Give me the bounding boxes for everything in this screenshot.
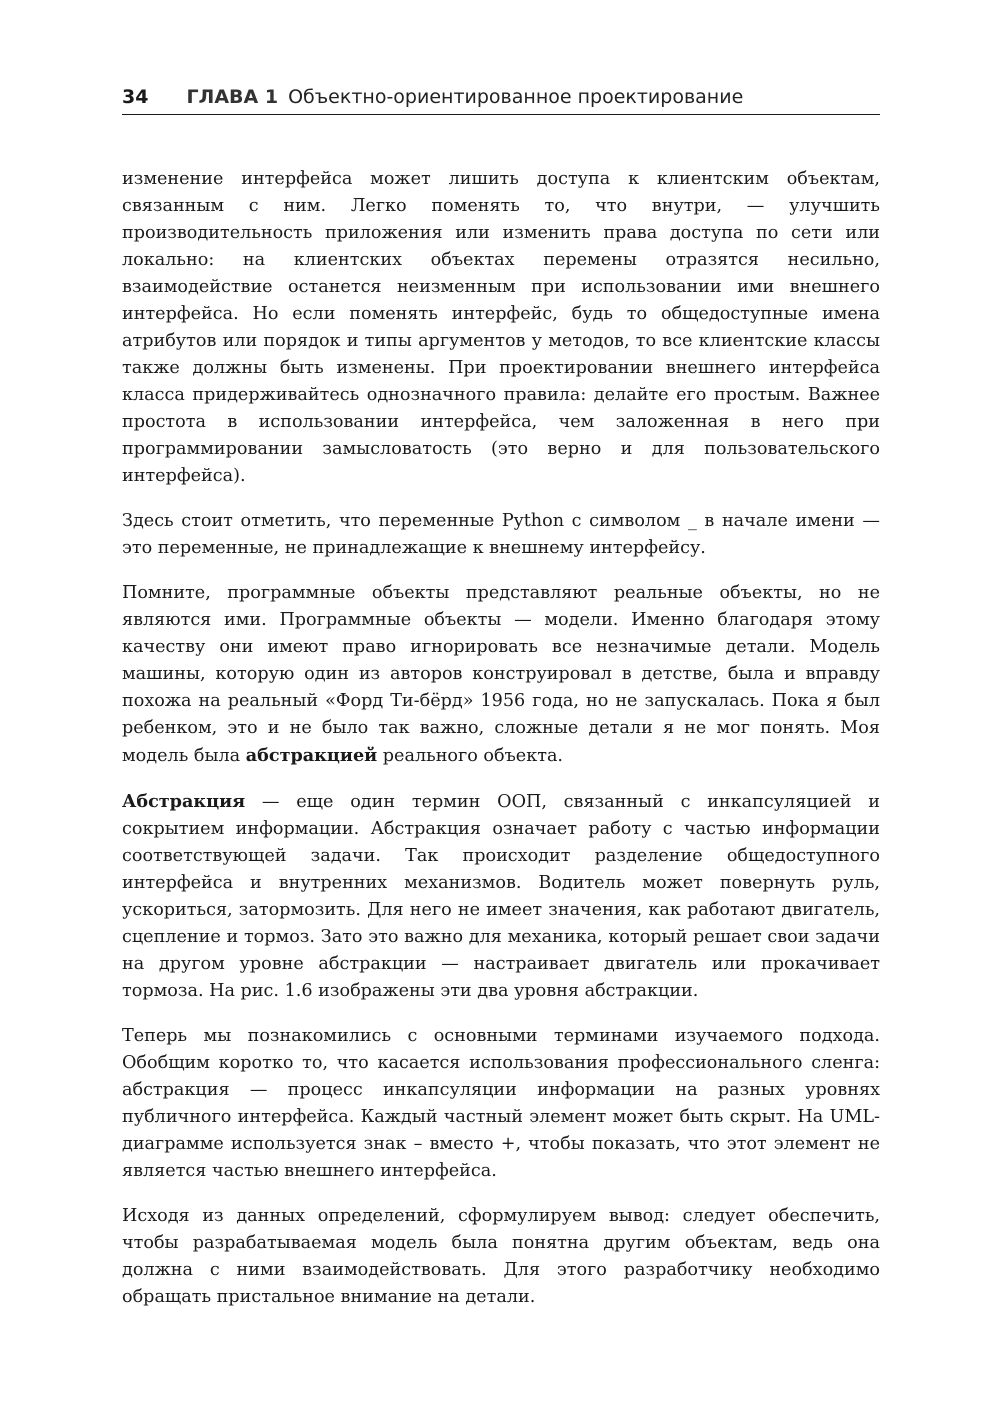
page-number: 34 (122, 86, 149, 108)
paragraph-abstraction-definition (122, 788, 880, 1005)
running-header (122, 84, 880, 115)
paragraph-models (122, 580, 880, 770)
paragraph-terms-summary: Теперь мы познакомились с основными терминами изучаемого подхода. Обобщим коротко то, что касается использования профессионального сленга: абстракция — процесс инкапсуляции информации на разных уровнях публичного интерфейса. Каждый частный элемент может быть скрыт. На UML-диаграмме используется знак – вместо +, чтобы показать, что этот элемент не является частью внешнего интерфейса. (122, 1026, 880, 1181)
paragraph-text: — еще один термин ООП, связанный с инкапсуляцией и сокрытием информации. Абстракция означает работу с частью информации соответствующей задачи. Так происходит разделение общедоступного интерфейса и внутренних механизмов. Водитель может повернуть руль, ускориться, затормозить. Для него не имеет значения, как работают двигатель, сцепление и тормоз. Зато это важно для механика, который решает свои задачи на другом уровне абстракции — настраивает двигатель или прокачивает тормоза. На рис. 1.6 изображены эти два уровня абстракции. (122, 792, 880, 1001)
paragraph-text: реального объекта. (377, 746, 564, 766)
paragraph-conclusion: Исходя из данных определений, сформулируем вывод: следует обеспечить, чтобы разрабатываемая модель была понятна другим объектам, ведь она должна с ними взаимодействовать. Для этого разработчику необходимо обращать пристальное внимание на детали. (122, 1206, 880, 1307)
paragraph-python-underscore: Здесь стоит отметить, что переменные Python с символом _ в начале имени — это переменные, не принадлежащие к внешнему интерфейсу. (122, 511, 880, 558)
term-abstraction-heading: Абстракция (122, 791, 246, 812)
paragraph-interface-change: изменение интерфейса может лишить доступа к клиентским объектам, связанным с ним. Легко поменять то, что внутри, — улучшить производительность приложения или изменить права доступа по сети или локально: на клиентских объектах перемены отразятся несильно, взаимодействие останется неизменным при использовании ими внешнего интерфейса. Но если поменять интерфейс, будь то общедоступные имена атрибутов или порядок и типы аргументов у методов, то все клиентские классы также должны быть изменены. При проектировании внешнего интерфейса класса придерживайтесь однозначного правила: делайте его простым. Важнее простота в использовании интерфейса, чем заложенная в него при программировании замысловатость (это верно и для пользовательского интерфейса). (122, 169, 880, 486)
term-abstraction: абстракцией (245, 745, 378, 766)
chapter-title: Объектно-ориентированное проектирование (288, 86, 744, 108)
chapter-label: ГЛАВА 1 (186, 86, 279, 108)
body-text (122, 166, 880, 1329)
paragraph-text: Помните, программные объекты представляют реальные объекты, но не являются ими. Программные объекты — модели. Именно благодаря этому качеству они имеют право игнорировать все незначимые детали. Модель машины, которую один из авторов конструировал в детстве, была и вправду похожа на реальный «Форд Ти-бёрд» 1956 года, но не запускалась. Пока я был ребенком, это и не было так важно, сложные детали я не мог понять. Моя модель была (122, 583, 880, 766)
